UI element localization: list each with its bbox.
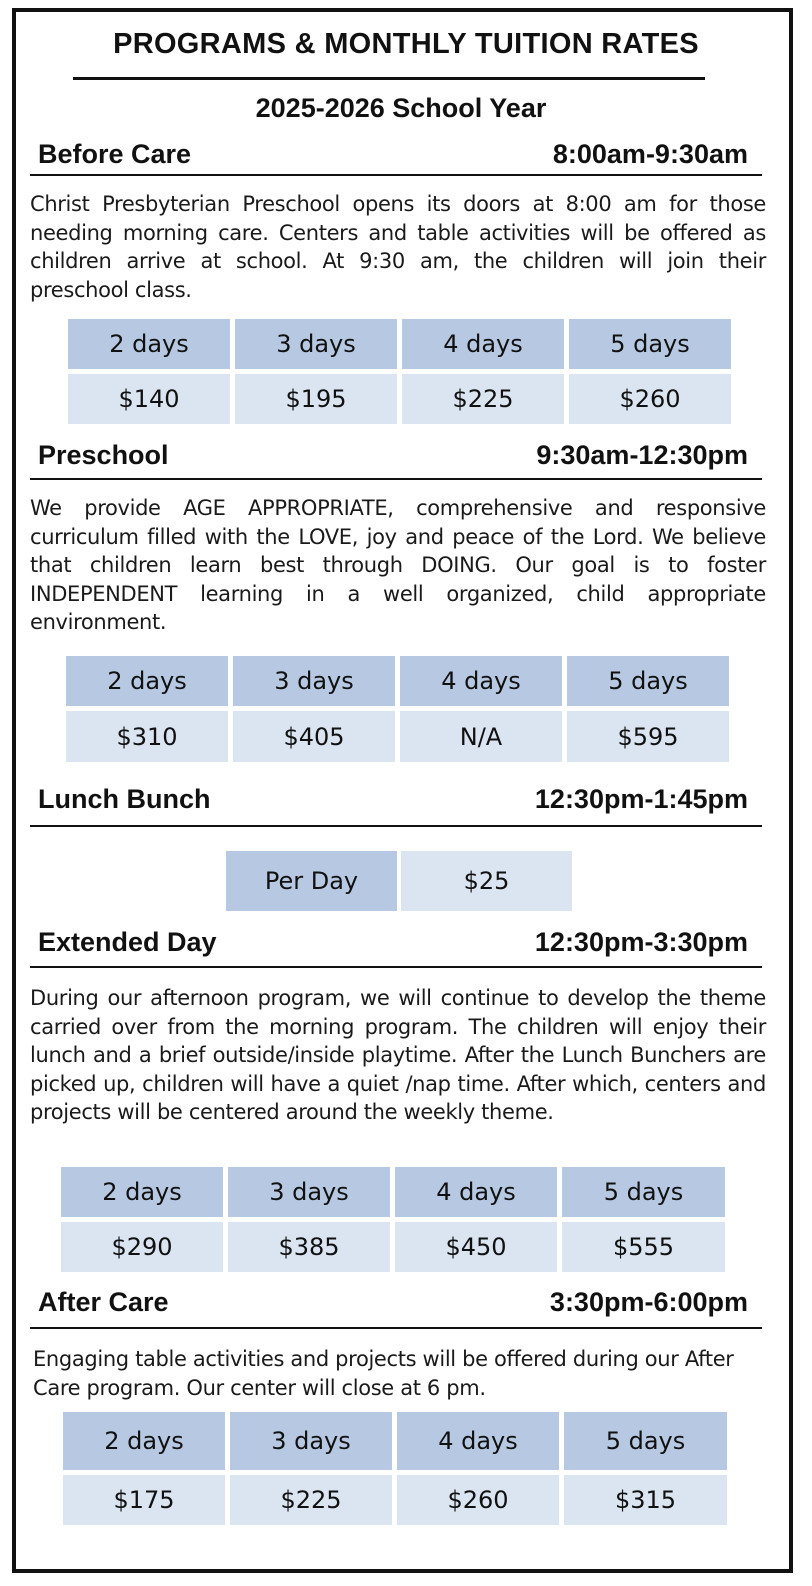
section-time: 12:30pm-1:45pm [534,784,748,814]
rate-value: $555 [562,1222,725,1272]
rate-value: $450 [395,1222,557,1272]
section-description: We provide AGE APPROPRIATE, comprehensive and responsive curriculum filled with the LOVE, joy and peace of the Lord. We believe that children learn best through DOING. Our goal is to foster INDEPENDENT learning in a well organized, child appropriate environment. [30,496,766,634]
rate-value: $175 [63,1475,225,1525]
section-description: During our afternoon program, we will continue to develop the theme carried over from the morning program. The children will enjoy their lunch and a brief outside/inside playtime. After the Lunch Bunchers are picked up, children will have a quiet /nap time. After which, centers and projects will be centered around the weekly theme. [30,986,766,1124]
rate-header: 3 days [228,1167,390,1217]
section-header-preschool [38,440,748,474]
rate-value: $595 [567,711,729,762]
section-divider [30,1327,762,1329]
rate-value: $25 [401,851,572,911]
rate-value: $310 [66,711,228,762]
section-divider [30,966,762,968]
section-description: Christ Presbyterian Preschool opens its doors at 8:00 am for those needing morning care. Centers and table activities will be offered as children arrive at school. At 9:30 am, the children will join their preschool class. [30,192,766,302]
rate-header: 2 days [63,1412,225,1470]
section-name: Lunch Bunch [38,784,211,814]
page-title: PROGRAMS & MONTHLY TUITION RATES [113,28,699,60]
rate-value: $290 [61,1222,223,1272]
section-header-before-care [38,139,748,173]
rate-value: $385 [228,1222,390,1272]
rate-value: N/A [400,711,562,762]
section-header-after-care [38,1287,748,1321]
rate-header: 2 days [68,319,230,369]
rate-header: 4 days [402,319,564,369]
rate-header: 3 days [235,319,397,369]
rate-header: 2 days [66,656,228,706]
rate-header: Per Day [226,851,397,911]
section-name: Before Care [38,139,192,169]
section-name: After Care [38,1287,169,1317]
section-divider [30,825,762,827]
rate-header: 5 days [562,1167,725,1217]
rate-header: 3 days [230,1412,392,1470]
section-name: Preschool [38,440,169,470]
section-divider [30,478,762,480]
rate-value: $260 [569,374,731,424]
rate-header: 5 days [567,656,729,706]
rate-header: 4 days [400,656,562,706]
section-header-lunch-bunch [38,784,748,818]
section-time: 9:30am-12:30pm [536,440,748,470]
section-description: Engaging table activities and projects will be offered during our After Care program. Our center will close at 6 pm. [33,1347,734,1400]
section-time: 3:30pm-6:00pm [549,1287,748,1317]
section-header-extended-day [38,927,748,961]
rate-header: 5 days [564,1412,727,1470]
section-divider [30,174,762,176]
rate-value: $225 [402,374,564,424]
school-year-subtitle: 2025-2026 School Year [255,93,547,123]
rate-header: 2 days [61,1167,223,1217]
title-underline [73,77,705,80]
rate-header: 3 days [233,656,395,706]
rate-value: $315 [564,1475,727,1525]
rate-value: $405 [233,711,395,762]
rate-value: $225 [230,1475,392,1525]
section-name: Extended Day [38,927,217,957]
rate-value: $260 [397,1475,559,1525]
rate-header: 5 days [569,319,731,369]
rate-value: $140 [68,374,230,424]
rate-value: $195 [235,374,397,424]
rate-header: 4 days [395,1167,557,1217]
rate-header: 4 days [397,1412,559,1470]
section-time: 12:30pm-3:30pm [534,927,748,957]
section-time: 8:00am-9:30am [552,139,748,169]
